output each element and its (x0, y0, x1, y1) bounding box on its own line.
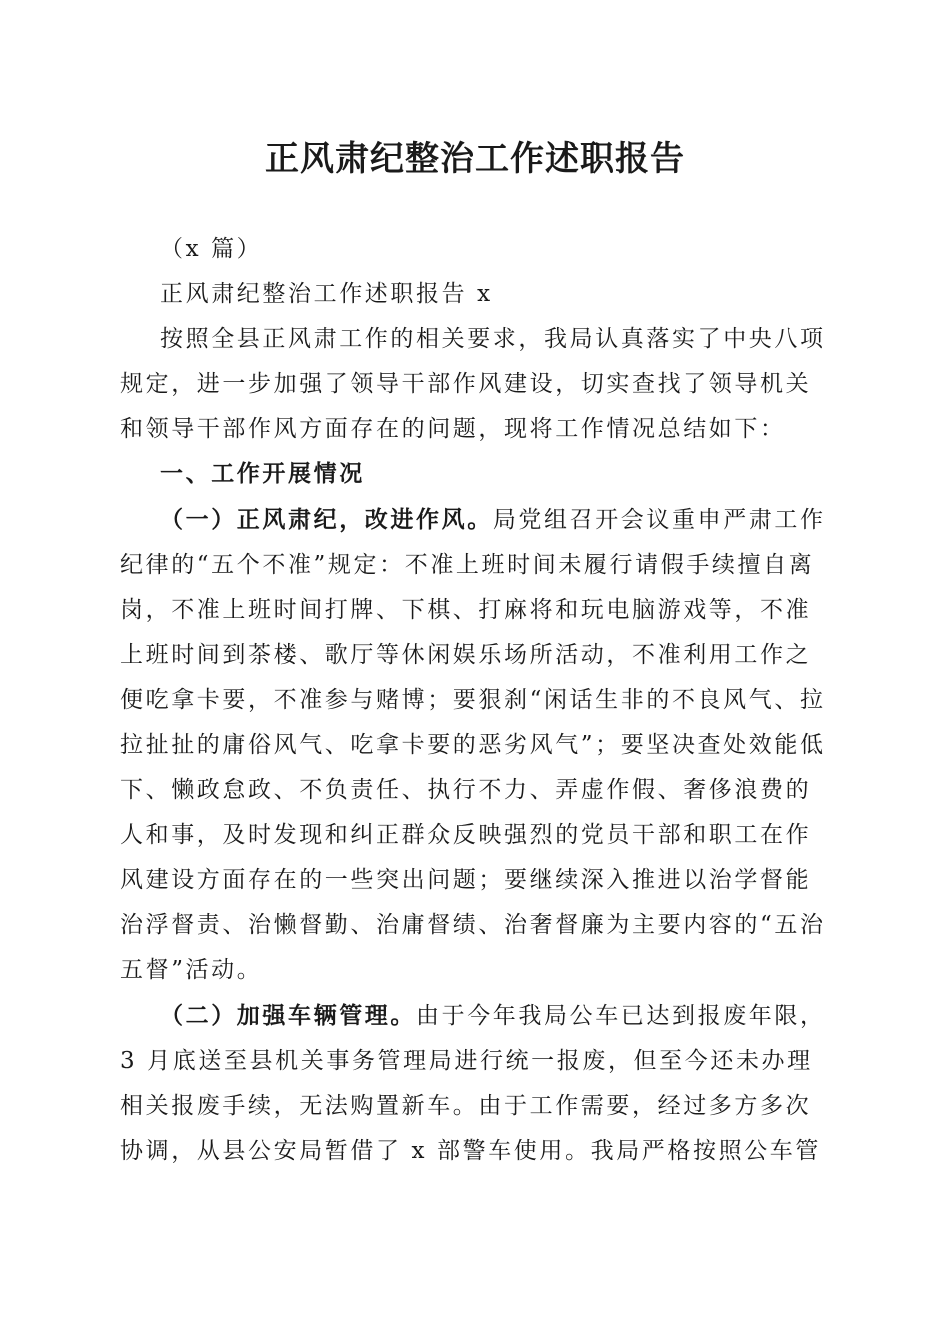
document-body (120, 227, 832, 1174)
paragraph-item-2 (120, 993, 832, 1174)
section-heading: 一、工作开展情况 (160, 461, 365, 487)
item-2-lead: （二）加强车辆管理。 (160, 1002, 416, 1029)
document-variant: （x 篇） (160, 236, 263, 262)
intro-paragraph: 按照全县正风肃工作的相关要求，我局认真落实了中央八项规定，进一步加强了领导干部作风建设，切实查找了领导机关和领导干部作风方面存在的问题，现将工作情况总结如下： (120, 326, 826, 442)
item-1-lead: （一）正风肃纪，改进作风。 (160, 506, 493, 533)
document-title: 正风肃纪整治工作述职报告 (265, 139, 685, 179)
document-subtitle: 正风肃纪整治工作述职报告 x (160, 281, 493, 307)
item-1-text: 局党组召开会议重申严肃工作纪律的“五个不准”规定：不准上班时间未履行请假手续擅自离岗，不准上班时间打牌、下棋、打麻将和玩电脑游戏等，不准上班时间到茶楼、歌厅等休闲娱乐场所活动，不准利用工作之便吃拿卡要，不准参与赌博；要狠刹“闲话生非的不良风气、拉拉扯扯的庸俗风气、吃拿卡要的恶劣风气”；要坚决查处效能低下、懒政怠政、不负责任、执行不力、弄虚作假、奢侈浪费的人和事，及时发现和纠正群众反映强烈的党员干部和职工在作风建设方面存在的一些突出问题；要继续深入推进以治学督能治浮督责、治懒督勤、治庸督绩、治奢督廉为主要内容的“五治五督”活动。 (120, 507, 826, 983)
paragraph-item-1 (120, 497, 832, 993)
item-2-text: 由于今年我局公车已达到报废年限，3 月底送至县机关事务管理局进行统一报废，但至今还未办理相关报废手续，无法购置新车。由于工作需要，经过多方多次协调，从县公安局暂借了 x 部警车使用。我局严格按照公车管 (120, 1003, 826, 1164)
